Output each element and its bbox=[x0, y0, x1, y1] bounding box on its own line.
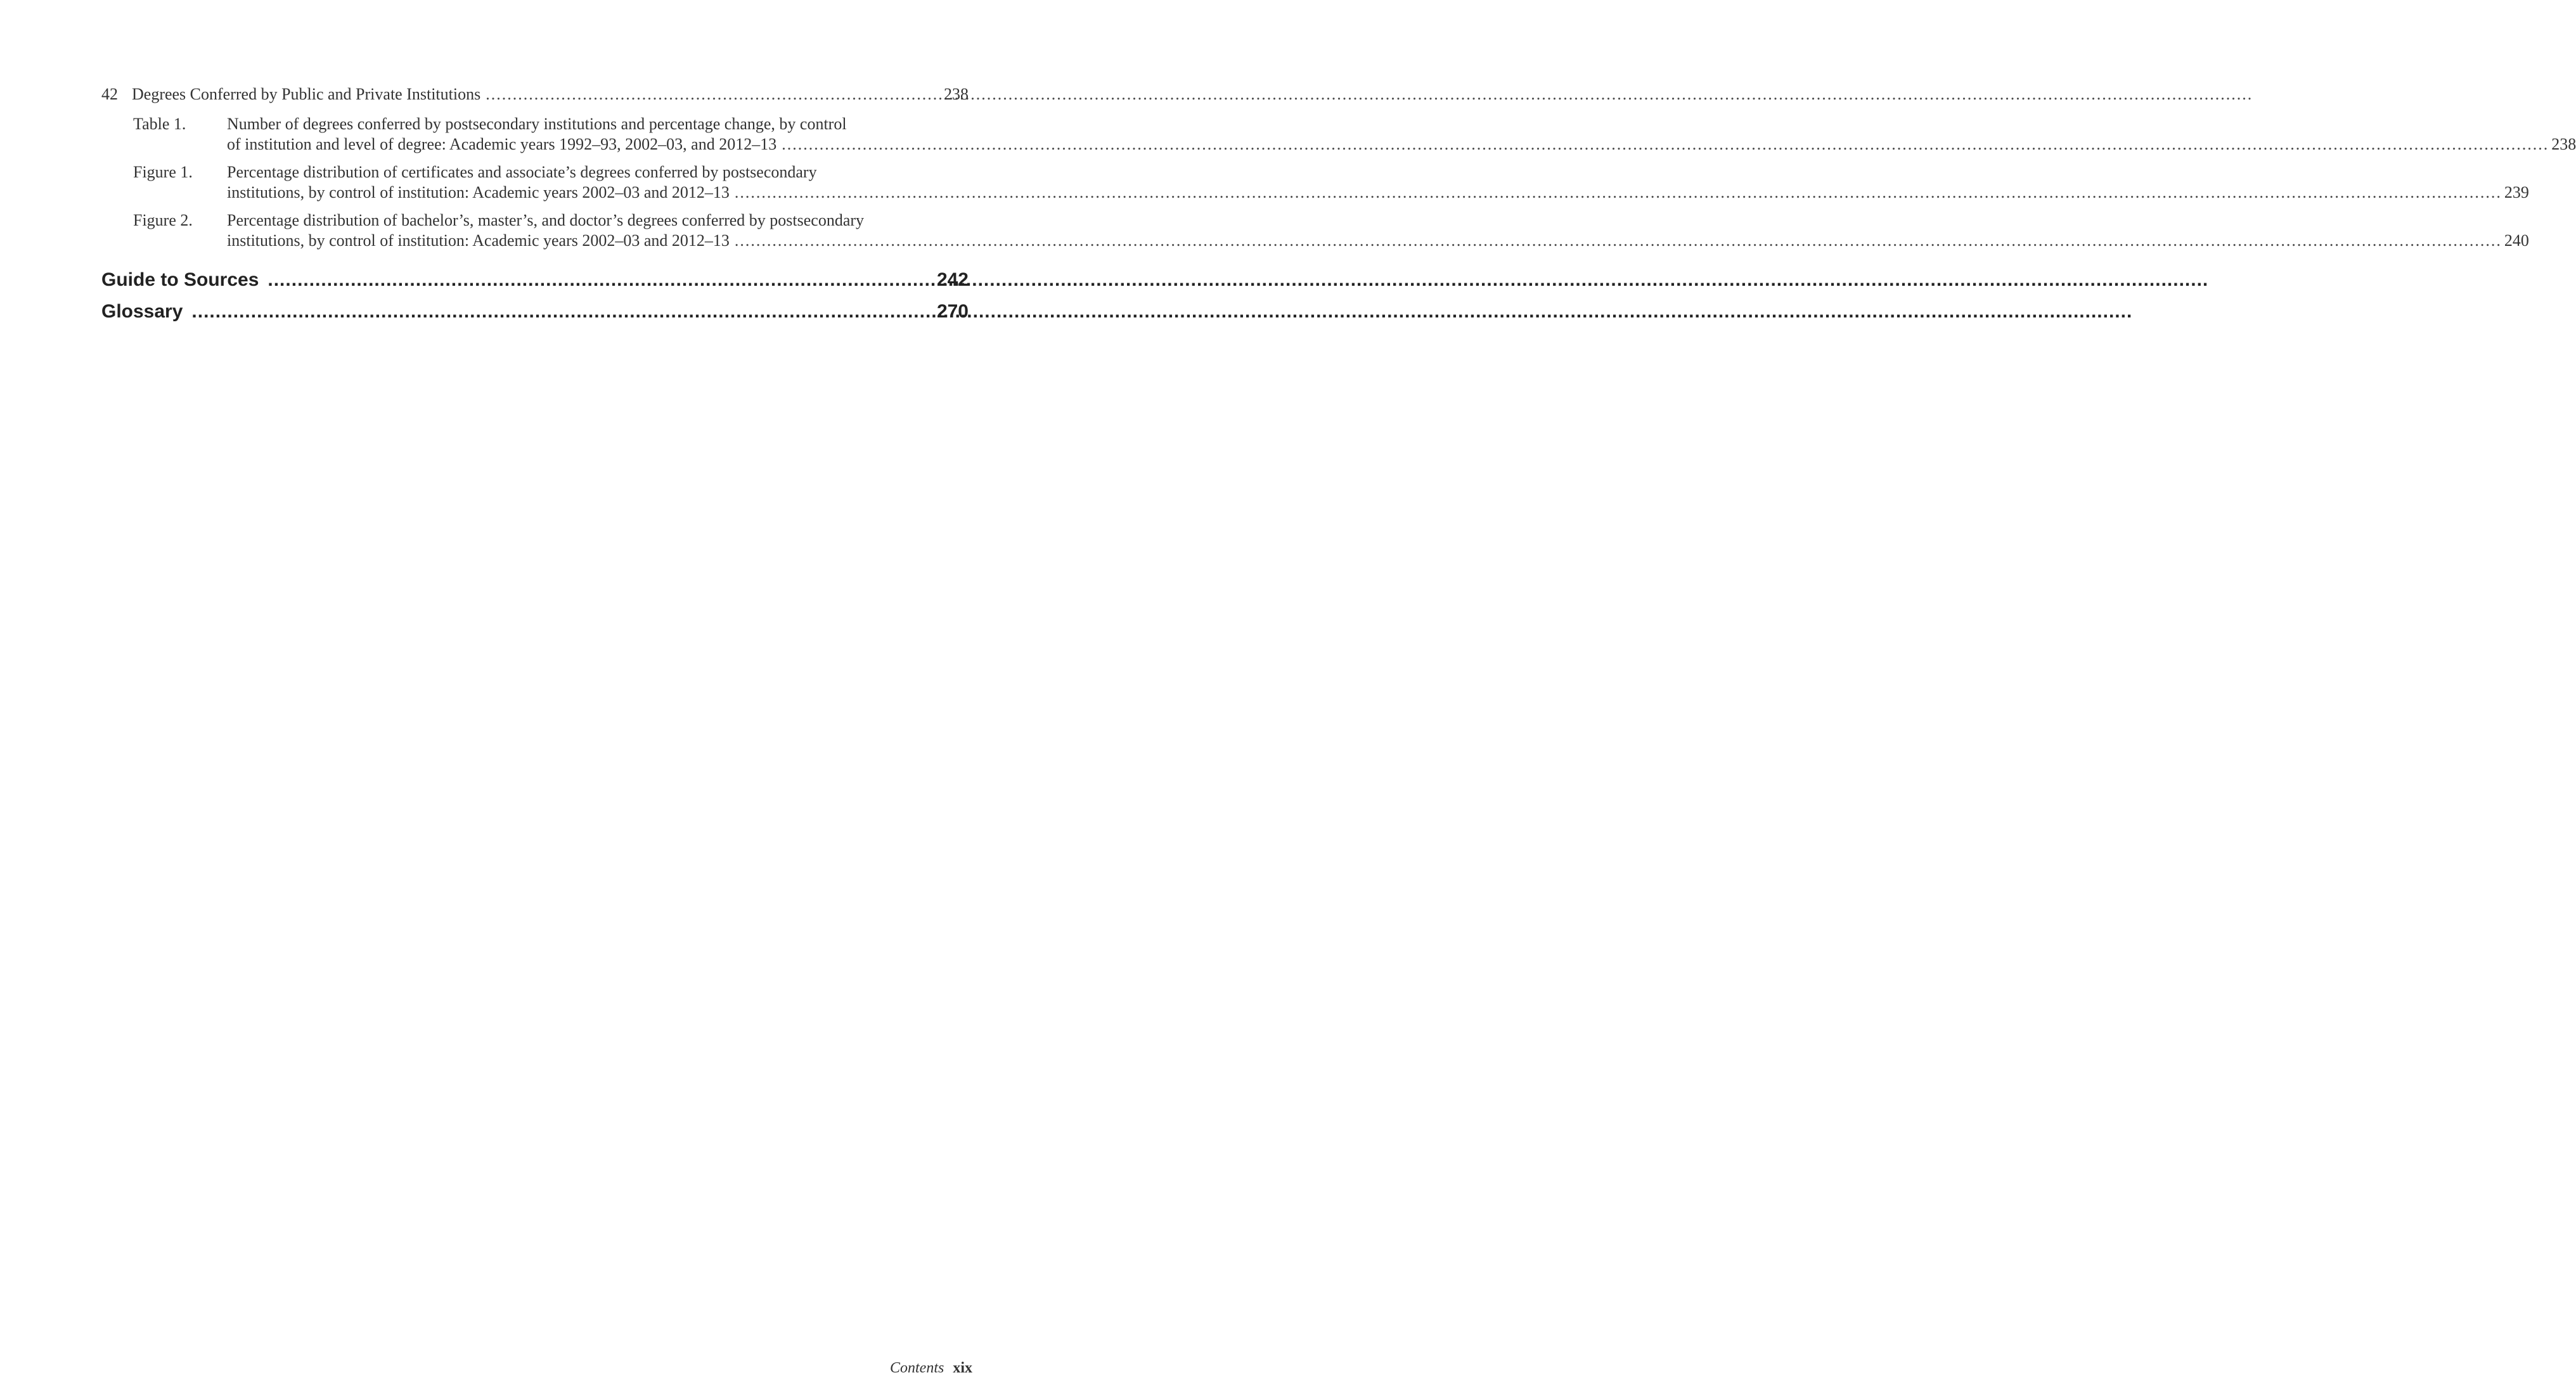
toc-section-glossary[interactable] bbox=[101, 299, 969, 324]
entry-label: Figure 2. bbox=[133, 211, 193, 229]
entry-body bbox=[227, 210, 2529, 251]
toc-entry-table-1[interactable] bbox=[101, 114, 2576, 155]
entry-text-line-2-row bbox=[227, 231, 2529, 251]
entry-text-line-2: institutions, by control of institution: Academic years 2002–03 and 2012–13 bbox=[227, 183, 730, 201]
toc-entry-figure-1[interactable] bbox=[101, 162, 2529, 203]
footer-page-number: xix bbox=[953, 1360, 972, 1376]
section-page-number: 270 bbox=[936, 301, 969, 322]
entry-body bbox=[227, 114, 2576, 155]
chapter-number: 42 bbox=[101, 85, 118, 103]
entry-page-number: 238 bbox=[2551, 135, 2576, 153]
dot-leader bbox=[735, 182, 2502, 203]
toc-chapter-entry[interactable] bbox=[101, 82, 969, 106]
toc-entry-figure-2[interactable] bbox=[101, 210, 2529, 251]
section-title: Glossary bbox=[101, 301, 183, 322]
entry-text-line-1: Percentage distribution of certificates and associate’s degrees conferred by postsecondary bbox=[227, 163, 817, 181]
page-footer bbox=[890, 1360, 972, 1377]
table-of-contents bbox=[101, 82, 2576, 324]
entry-label: Figure 1. bbox=[133, 163, 193, 181]
entry-page-number: 240 bbox=[2504, 231, 2529, 250]
entry-text-line-1: Number of degrees conferred by postsecondary institutions and percentage change, by control bbox=[227, 115, 847, 133]
section-page-number: 242 bbox=[936, 269, 969, 290]
dot-leader bbox=[267, 267, 934, 293]
section-title: Guide to Sources bbox=[101, 269, 259, 290]
entry-page-number: 239 bbox=[2504, 183, 2529, 201]
entry-text-line-2-row bbox=[227, 182, 2529, 203]
entry-text-line-2: of institution and level of degree: Academic years 1992–93, 2002–03, and 2012–13 bbox=[227, 135, 777, 153]
entry-text-line-2: institutions, by control of institution: Academic years 2002–03 and 2012–13 bbox=[227, 231, 730, 250]
entry-body bbox=[227, 162, 2529, 203]
chapter-page-number: 238 bbox=[944, 85, 969, 103]
entry-text-line-2-row bbox=[227, 134, 2576, 155]
dot-leader bbox=[486, 82, 941, 106]
chapter-title: Degrees Conferred by Public and Private Institutions bbox=[132, 85, 481, 103]
dot-leader bbox=[191, 299, 934, 324]
toc-section-guide-to-sources[interactable] bbox=[101, 267, 969, 293]
footer-label: Contents bbox=[889, 1360, 944, 1376]
dot-leader bbox=[735, 231, 2502, 251]
entry-text-line-1: Percentage distribution of bachelor’s, master’s, and doctor’s degrees conferred by postsecondary bbox=[227, 211, 865, 229]
entry-label: Table 1. bbox=[133, 115, 186, 133]
dot-leader bbox=[782, 134, 2549, 155]
